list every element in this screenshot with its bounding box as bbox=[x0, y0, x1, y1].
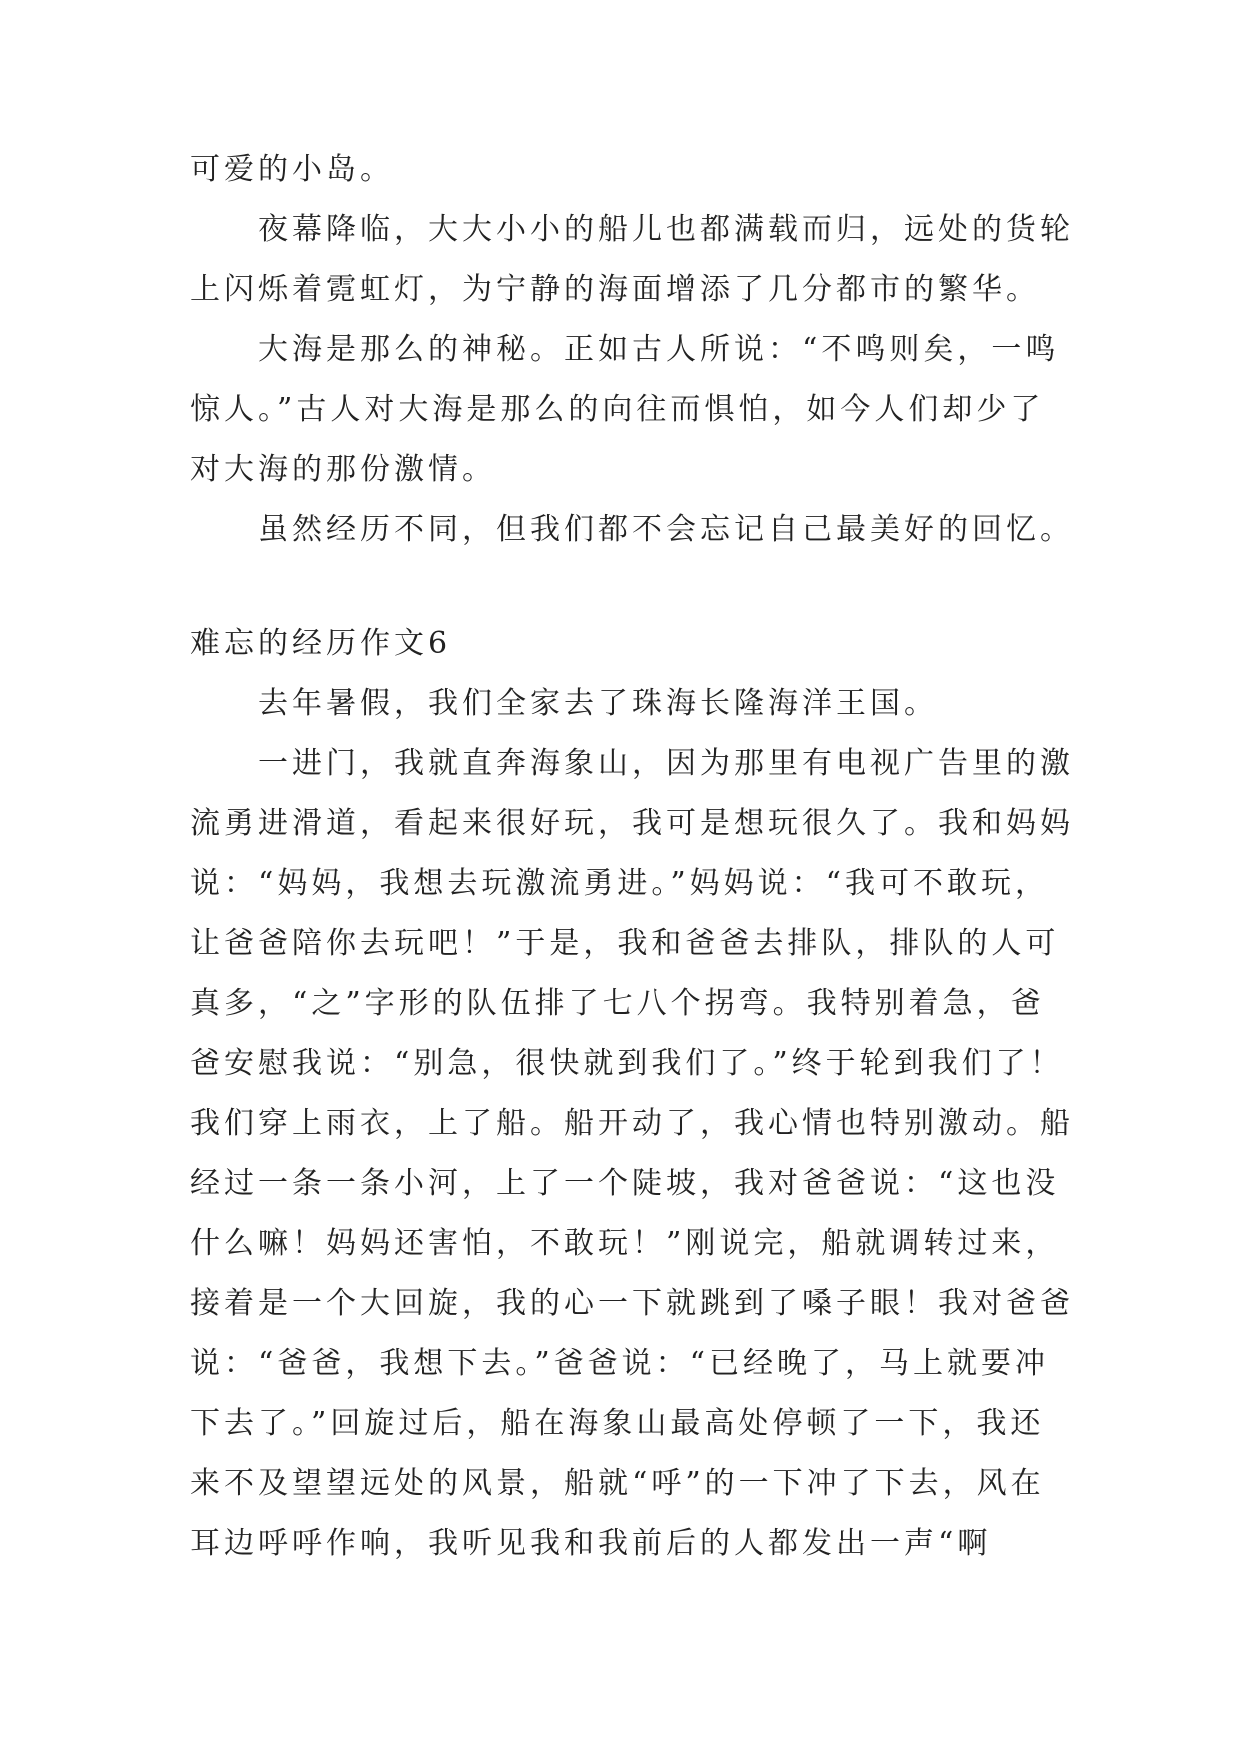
paragraph-line: 下去了。”回旋过后，船在海象山最高处停顿了一下，我还 bbox=[190, 1406, 1045, 1441]
paragraph-line: 一进门，我就直奔海象山，因为那里有电视广告里的激 bbox=[258, 746, 1074, 781]
paragraph-line: 接着是一个大回旋，我的心一下就跳到了嗓子眼！我对爸爸 bbox=[190, 1286, 1074, 1321]
paragraph-line: 惊人。”古人对大海是那么的向往而惧怕，如今人们却少了 bbox=[190, 392, 1045, 427]
paragraph-line: 说：“妈妈，我想去玩激流勇进。”妈妈说：“我可不敢玩， bbox=[190, 866, 1050, 901]
paragraph-line: 大海是那么的神秘。正如古人所说：“不鸣则矣，一鸣 bbox=[258, 332, 1060, 367]
essay-section bbox=[190, 614, 1074, 1574]
paragraph-line: 让爸爸陪你去玩吧！”于是，我和爸爸去排队，排队的人可 bbox=[190, 926, 1060, 961]
paragraph-line: 去年暑假，我们全家去了珠海长隆海洋王国。 bbox=[258, 686, 938, 721]
paragraph-line: 夜幕降临，大大小小的船儿也都满载而归，远处的货轮 bbox=[258, 212, 1074, 247]
paragraph-line: 说：“爸爸，我想下去。”爸爸说：“已经晚了，马上就要冲 bbox=[190, 1346, 1050, 1381]
paragraph-line: 经过一条一条小河，上了一个陡坡，我对爸爸说：“这也没 bbox=[190, 1166, 1060, 1201]
paragraph-line: 爸安慰我说：“别急，很快就到我们了。”终于轮到我们了！ bbox=[190, 1046, 1064, 1081]
paragraph-line: 真多，“之”字形的队伍排了七八个拐弯。我特别着急，爸 bbox=[190, 986, 1045, 1021]
essay-title: 难忘的经历作文6 bbox=[190, 626, 452, 661]
previous-essay-ending bbox=[190, 140, 1074, 560]
paragraph-line: 耳边呼呼作响，我听见我和我前后的人都发出一声“啊 bbox=[190, 1526, 992, 1561]
paragraph-line: 流勇进滑道，看起来很好玩，我可是想玩很久了。我和妈妈 bbox=[190, 806, 1074, 841]
paragraph-line: 可爱的小岛。 bbox=[190, 152, 394, 187]
paragraph-line: 来不及望望远处的风景，船就“呼”的一下冲了下去，风在 bbox=[190, 1466, 1045, 1501]
paragraph-line: 什么嘛！妈妈还害怕，不敢玩！”刚说完，船就调转过来， bbox=[190, 1226, 1060, 1261]
paragraph-line: 虽然经历不同，但我们都不会忘记自己最美好的回忆。 bbox=[258, 512, 1074, 547]
paragraph-line: 我们穿上雨衣，上了船。船开动了，我心情也特别激动。船 bbox=[190, 1106, 1074, 1141]
paragraph-line: 对大海的那份激情。 bbox=[190, 452, 496, 487]
paragraph-line: 上闪烁着霓虹灯，为宁静的海面增添了几分都市的繁华。 bbox=[190, 272, 1040, 307]
